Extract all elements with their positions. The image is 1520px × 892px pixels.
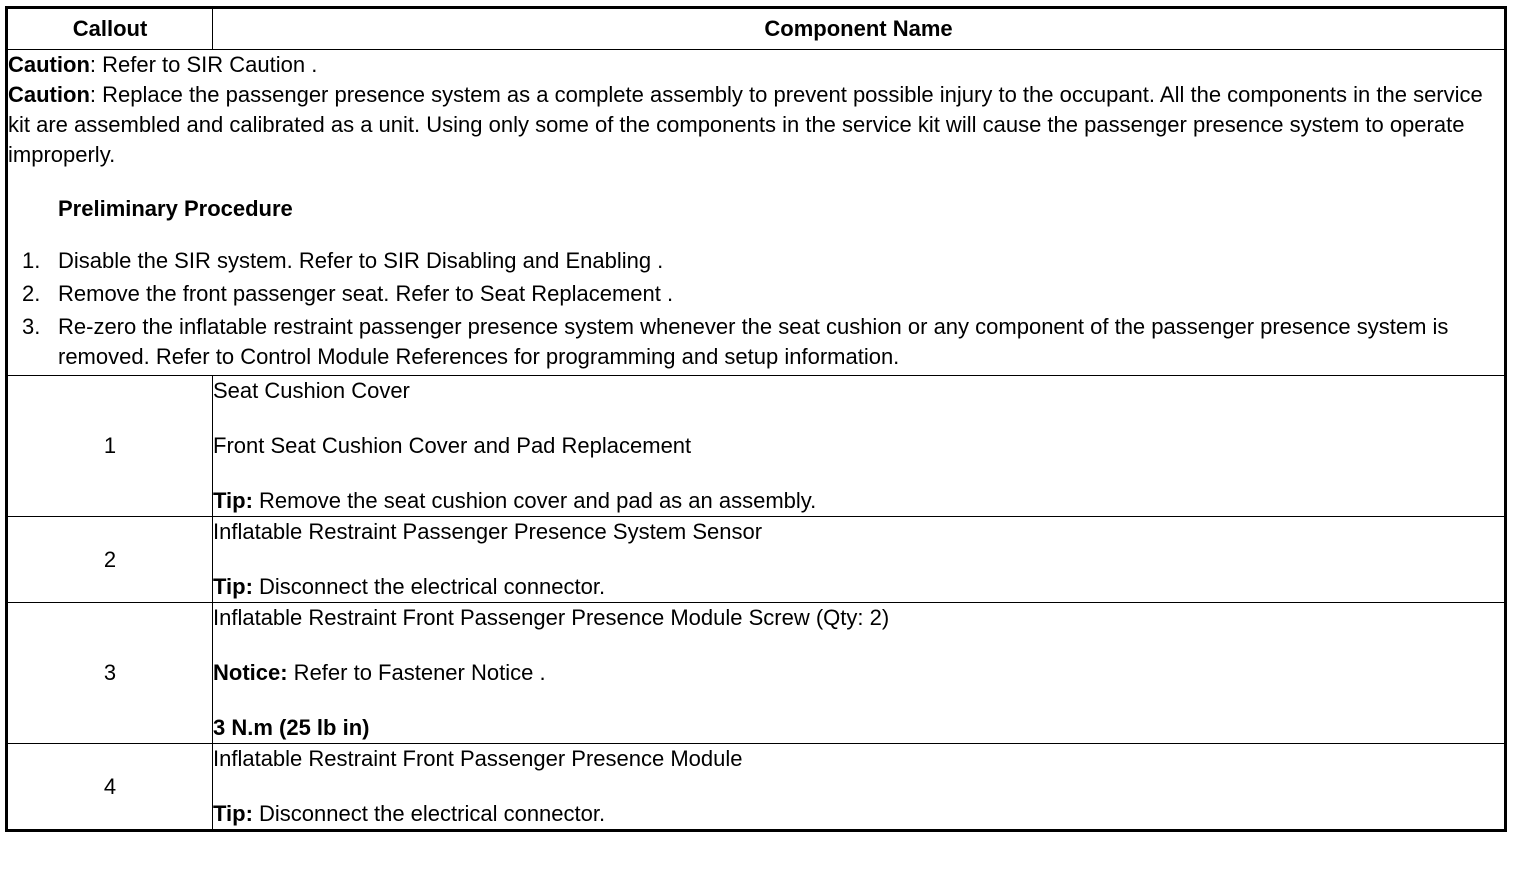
note-label: Tip: xyxy=(213,574,253,599)
component-note xyxy=(213,572,1504,602)
step-number: 3. xyxy=(22,314,41,339)
caution-2-label: Caution xyxy=(8,82,90,107)
step-number: 2. xyxy=(22,281,41,306)
note-text: Remove the seat cushion cover and pad as an assembly. xyxy=(252,488,817,513)
component-cell xyxy=(213,517,1506,603)
component-cell xyxy=(213,744,1506,831)
table-row xyxy=(7,376,1506,517)
note-text: Refer to Fastener Notice . xyxy=(287,660,546,685)
table-row xyxy=(7,517,1506,603)
note-label: Tip: xyxy=(213,488,253,513)
procedure-step xyxy=(8,246,1504,276)
callout-cell: 3 xyxy=(7,603,213,744)
component-subtitle: Front Seat Cushion Cover and Pad Replacement xyxy=(213,433,692,458)
procedure-step xyxy=(8,279,1504,309)
component-name: Inflatable Restraint Passenger Presence System Sensor xyxy=(213,519,763,544)
procedure-step xyxy=(8,312,1504,372)
intro-row xyxy=(7,50,1506,376)
note-text: Disconnect the electrical connector. xyxy=(252,801,606,826)
procedure-steps xyxy=(8,246,1504,372)
caution-2-text: : Replace the passenger presence system as a complete assembly to prevent possible injury to the occupant. All the components in the service kit are assembled and calibrated as a unit. Using only some of the components in the service kit will cause the passenger presence system to operate improperly. xyxy=(8,82,1483,167)
step-text: Remove the front passenger seat. Refer to Seat Replacement . xyxy=(58,281,674,306)
component-name: Inflatable Restraint Front Passenger Presence Module Screw (Qty: 2) xyxy=(213,605,890,630)
component-note xyxy=(213,486,1504,516)
component-name: Seat Cushion Cover xyxy=(213,378,410,403)
caution-2 xyxy=(8,80,1504,170)
header-callout: Callout xyxy=(7,8,213,50)
callout-cell: 1 xyxy=(7,376,213,517)
table-row xyxy=(7,744,1506,831)
component-cell xyxy=(213,603,1506,744)
torque-spec: 3 N.m (25 lb in) xyxy=(213,715,370,740)
note-label: Tip: xyxy=(213,801,253,826)
caution-1-label: Caution xyxy=(8,52,90,77)
note-label: Notice: xyxy=(213,660,288,685)
component-note xyxy=(213,799,1504,829)
component-name: Inflatable Restraint Front Passenger Presence Module xyxy=(213,746,743,771)
table-row xyxy=(7,603,1506,744)
procedure-heading: Preliminary Procedure xyxy=(58,196,293,221)
step-text: Re-zero the inflatable restraint passenger presence system whenever the seat cushion or any component of the passenger presence system is removed. Refer to Control Module References for programming and setup information. xyxy=(58,314,1449,369)
component-cell xyxy=(213,376,1506,517)
component-table xyxy=(5,6,1507,832)
step-text: Disable the SIR system. Refer to SIR Disabling and Enabling . xyxy=(58,248,664,273)
header-row xyxy=(7,8,1506,50)
note-text: Disconnect the electrical connector. xyxy=(252,574,606,599)
caution-1-text: : Refer to SIR Caution . xyxy=(89,52,318,77)
step-number: 1. xyxy=(22,248,41,273)
header-component-name: Component Name xyxy=(213,8,1506,50)
intro-cell xyxy=(7,50,1506,376)
callout-cell: 2 xyxy=(7,517,213,603)
callout-cell: 4 xyxy=(7,744,213,831)
component-note xyxy=(213,658,1504,688)
caution-1 xyxy=(8,50,1504,80)
